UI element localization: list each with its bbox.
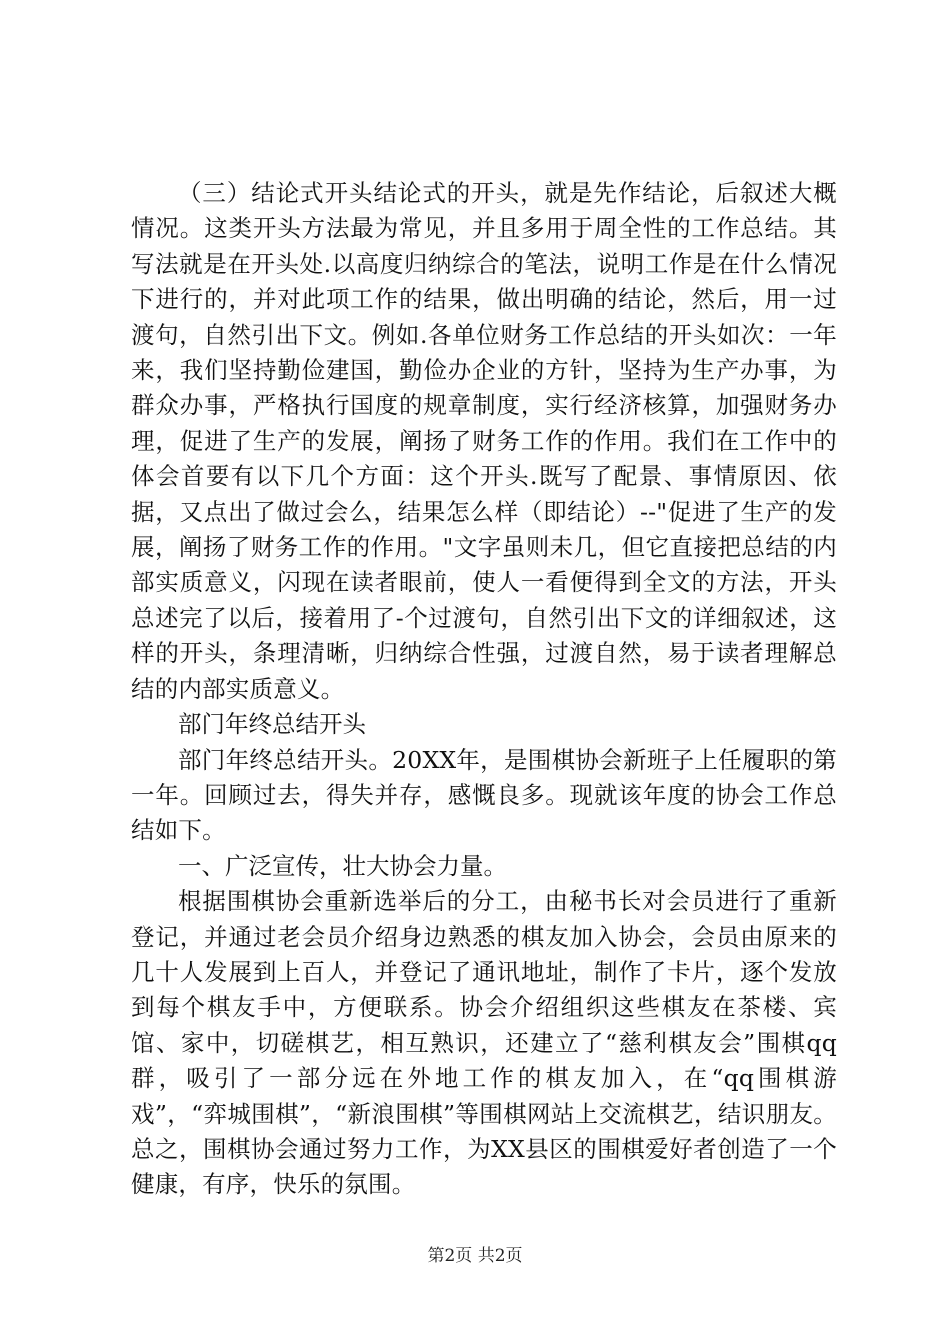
document-body <box>131 176 837 1203</box>
section-heading: 部门年终总结开头 <box>178 710 366 739</box>
paragraph-year-end-intro: 部门年终总结开头。20XX年，是围棋协会新班子上任履职的第一年。回顾过去，得失并存，感慨良多。现就该年度的协会工作总结如下。 <box>131 745 837 845</box>
subsection-heading: 一、广泛宣传，壮大协会力量。 <box>178 851 507 880</box>
paragraph-association-work: 根据围棋协会重新选举后的分工，由秘书长对会员进行了重新登记，并通过老会员介绍身边熟悉的棋友加入协会，会员由原来的几十人发展到上百人，并登记了通讯地址，制作了卡片，逐个发放到每个棋友手中，方便联系。协会介绍组织这些棋友在茶楼、宾馆、家中，切磋棋艺，相互熟识，还建立了“慈利棋友会”围棋qq群，吸引了一部分远在外地工作的棋友加入，在“qq围棋游戏”，“弈城围棋”，“新浪围棋”等围棋网站上交流棋艺，结识朋友。总之，围棋协会通过努力工作，为XX县区的围棋爱好者创造了一个健康，有序，快乐的氛围。 <box>131 887 837 1199</box>
paragraph-conclusion-opening: （三）结论式开头结论式的开头，就是先作结论，后叙述大概情况。这类开头方法最为常见，并且多用于周全性的工作总结。其写法就是在开头处.以高度归纳综合的笔法，说明工作是在什么情况下进行的，并对此项工作的结果，做出明确的结论，然后，用一过渡句，自然引出下文。例如.各单位财务工作总结的开头如次：一年来，我们坚持勤俭建国，勤俭办企业的方针，坚持为生产办事，为群众办事，严格执行国度的规章制度，实行经济核算，加强财务办理，促进了生产的发展，阐扬了财务工作的作用。我们在工作中的体会首要有以下几个方面：这个开头.既写了配景、事情原因、依据，又点出了做过会么，结果怎么样（即结论）--"促进了生产的发展，阐扬了财务工作的作用。"文字虽则未几，但它直接把总结的内部实质意义，闪现在读者眼前，使人一看便得到全文的方法，开头总述完了以后，接着用了-个过渡句，自然引出下文的详细叙述，这样的开头，条理清晰，归纳综合性强，过渡自然，易于读者理解总结的内部实质意义。 <box>131 179 837 703</box>
page-number: 第2页 共2页 <box>427 1246 523 1266</box>
